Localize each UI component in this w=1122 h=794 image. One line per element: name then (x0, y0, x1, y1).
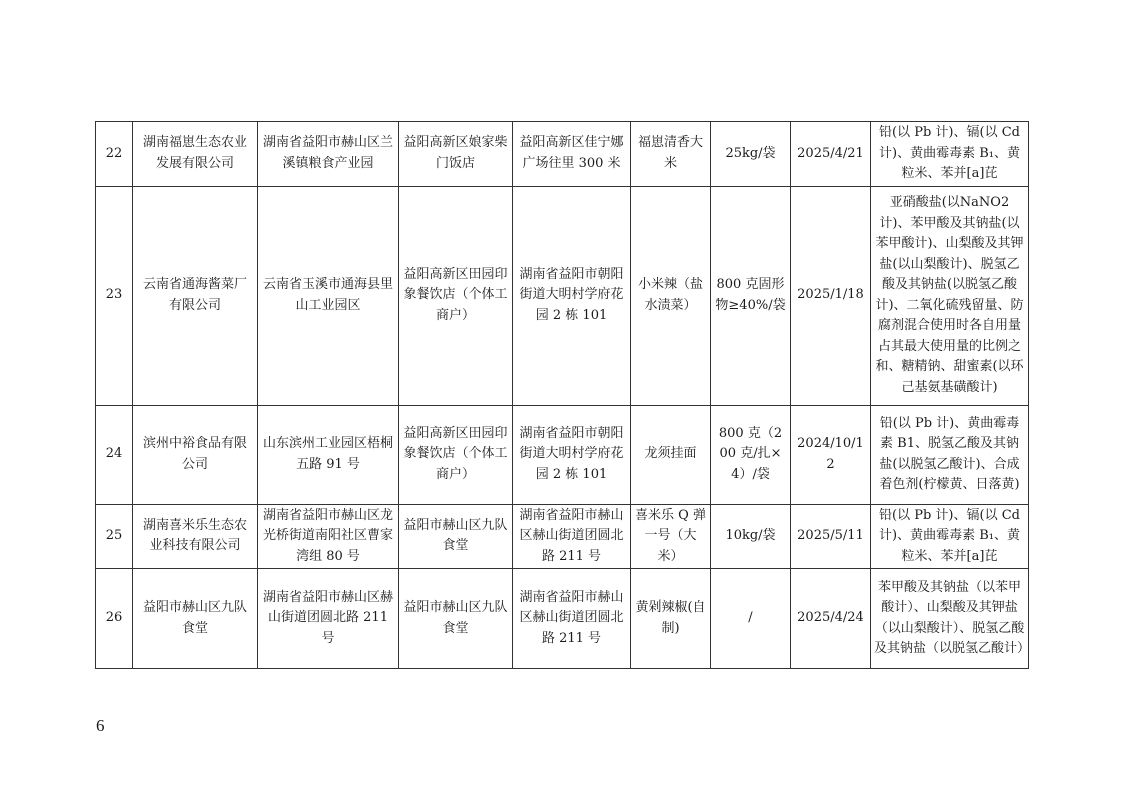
sampled-address: 湖南省益阳市朝阳街道大明村学府花园 2 栋 101 (513, 186, 631, 405)
row-number: 22 (96, 122, 133, 187)
production-date: 2025/4/24 (791, 569, 871, 669)
product-spec: 10kg/袋 (711, 504, 791, 569)
test-items: 铅(以 Pb 计)、镉(以 Cd 计)、黄曲霉毒素 B₁、黄粒米、苯并[a]芘 (871, 122, 1029, 187)
test-items: 亚硝酸盐(以NaNO2 计)、苯甲酸及其钠盐(以苯甲酸计)、山梨酸及其钾盐(以山梨酸计)、脱氢乙酸及其钠盐(以脱氢乙酸计)、二氧化硫残留量、防腐剂混合使用时各自用量占其最大使用量的比例之和、糖精钠、甜蜜素(以环己基氨基磺酸计) (871, 186, 1029, 405)
test-items: 铅(以 Pb 计)、镉(以 Cd 计)、黄曲霉毒素 B₁、黄粒米、苯并[a]芘 (871, 504, 1029, 569)
inspection-table (95, 121, 1029, 669)
product-name: 喜米乐 Q 弹一号（大米） (631, 504, 711, 569)
test-items: 苯甲酸及其钠盐（以苯甲酸计）、山梨酸及其钾盐（以山梨酸计）、脱氢乙酸及其钠盐（以脱氢乙酸计） (871, 569, 1029, 669)
manufacturer-address: 湖南省益阳市赫山区兰溪镇粮食产业园 (258, 122, 399, 187)
sampled-address: 益阳高新区佳宁娜广场往里 300 米 (513, 122, 631, 187)
sampled-unit: 益阳市赫山区九队食堂 (399, 504, 513, 569)
table-row (96, 504, 1029, 569)
sampled-address: 湖南省益阳市赫山区赫山街道团圆北路 211 号 (513, 504, 631, 569)
table-row (96, 405, 1029, 504)
sampled-unit: 益阳高新区田园印象餐饮店（个体工商户） (399, 405, 513, 504)
manufacturer-name: 滨州中裕食品有限公司 (133, 405, 258, 504)
sampled-unit: 益阳市赫山区九队食堂 (399, 569, 513, 669)
test-items: 铅(以 Pb 计)、黄曲霉毒素 B1、脱氢乙酸及其钠盐(以脱氢乙酸计)、合成着色剂(柠檬黄、日落黄) (871, 405, 1029, 504)
product-spec: 800 克固形物≥40%/袋 (711, 186, 791, 405)
product-spec: 800 克（200 克/扎×4）/袋 (711, 405, 791, 504)
manufacturer-name: 云南省通海酱菜厂有限公司 (133, 186, 258, 405)
product-spec: / (711, 569, 791, 669)
manufacturer-name: 湖南福崽生态农业发展有限公司 (133, 122, 258, 187)
production-date: 2024/10/12 (791, 405, 871, 504)
sampled-address: 湖南省益阳市赫山区赫山街道团圆北路 211 号 (513, 569, 631, 669)
sampled-address: 湖南省益阳市朝阳街道大明村学府花园 2 栋 101 (513, 405, 631, 504)
manufacturer-name: 益阳市赫山区九队食堂 (133, 569, 258, 669)
product-spec: 25kg/袋 (711, 122, 791, 187)
table-row (96, 186, 1029, 405)
product-name: 小米辣（盐水渍菜） (631, 186, 711, 405)
production-date: 2025/4/21 (791, 122, 871, 187)
manufacturer-name: 湖南喜米乐生态农业科技有限公司 (133, 504, 258, 569)
page-number: 6 (96, 716, 105, 735)
manufacturer-address: 云南省玉溪市通海县里山工业园区 (258, 186, 399, 405)
table-row (96, 569, 1029, 669)
production-date: 2025/1/18 (791, 186, 871, 405)
manufacturer-address: 湖南省益阳市赫山区龙光桥街道南阳社区曹家湾组 80 号 (258, 504, 399, 569)
product-name: 黄剁辣椒(自制) (631, 569, 711, 669)
production-date: 2025/5/11 (791, 504, 871, 569)
row-number: 23 (96, 186, 133, 405)
manufacturer-address: 山东滨州工业园区梧桐五路 91 号 (258, 405, 399, 504)
sampled-unit: 益阳高新区田园印象餐饮店（个体工商户） (399, 186, 513, 405)
manufacturer-address: 湖南省益阳市赫山区赫山街道团圆北路 211 号 (258, 569, 399, 669)
sampled-unit: 益阳高新区娘家柴门饭店 (399, 122, 513, 187)
product-name: 龙须挂面 (631, 405, 711, 504)
row-number: 26 (96, 569, 133, 669)
row-number: 24 (96, 405, 133, 504)
row-number: 25 (96, 504, 133, 569)
product-name: 福崽清香大米 (631, 122, 711, 187)
table-row (96, 122, 1029, 187)
